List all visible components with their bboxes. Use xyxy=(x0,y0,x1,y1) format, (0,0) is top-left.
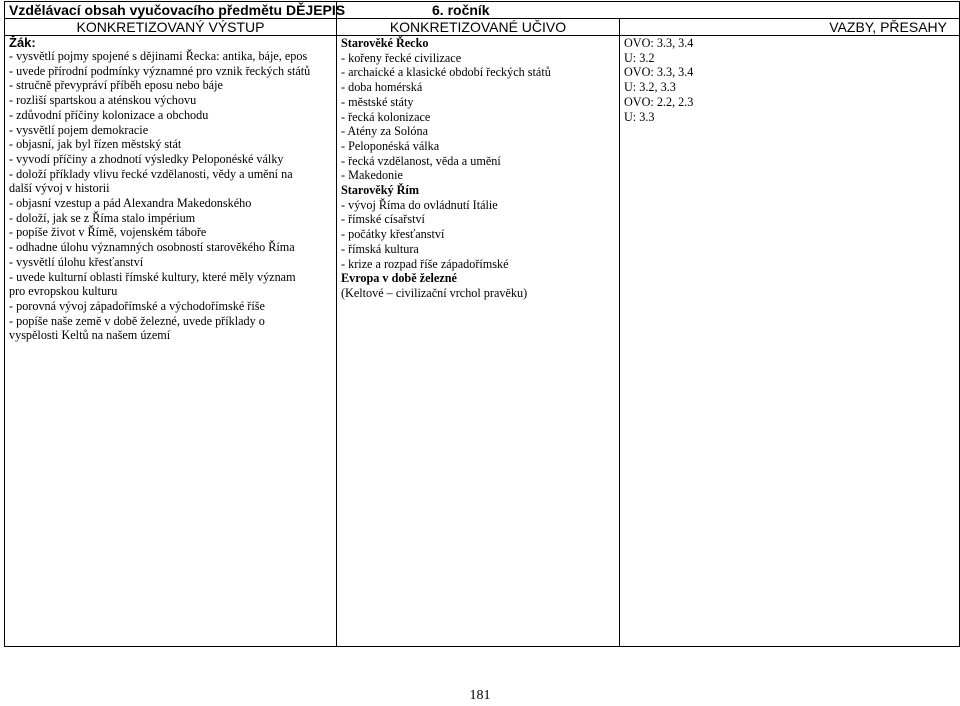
outcome-line: - popíše život v Římě, vojenském táboře xyxy=(9,225,207,240)
outcome-line: - doloží, jak se z Říma stalo impérium xyxy=(9,210,196,225)
outcome-line: - vysvětlí pojmy spojené s dějinami Řecka: antika, báje, epos xyxy=(9,49,308,63)
outcomes-cell xyxy=(5,36,337,647)
outcome-line: vyspělosti Keltů na našem území xyxy=(9,328,171,343)
content-item: - kořeny řecké civilizace xyxy=(341,50,462,65)
link-reference: U: 3.2 xyxy=(624,50,655,65)
column-header-content: KONKRETIZOVANÉ UČIVO xyxy=(337,19,620,36)
link-reference: OVO: 2.2, 2.3 xyxy=(624,94,694,109)
outcome-line: - uvede přírodní podmínky významné pro vznik řeckých států xyxy=(9,63,311,78)
content-item: - římské císařství xyxy=(341,212,425,227)
outcome-line: - stručně převypráví příběh eposu nebo báje xyxy=(9,78,223,93)
link-reference: OVO: 3.3, 3.4 xyxy=(624,36,694,50)
document-title: Vzdělávací obsah vyučovacího předmětu DĚJEPIS xyxy=(5,2,337,19)
content-item: - Peloponéská válka xyxy=(341,138,440,153)
links-cell xyxy=(620,36,960,647)
outcome-line: - vyvodí příčiny a zhodnotí výsledky Peloponéské války xyxy=(9,151,284,166)
content-item: - Makedonie xyxy=(341,168,403,183)
page-number: 181 xyxy=(469,688,491,703)
outcome-line: - objasní, jak byl řízen městský stát xyxy=(9,137,182,152)
link-reference: OVO: 3.3, 3.4 xyxy=(624,65,694,80)
column-header-outcomes: KONKRETIZOVANÝ VÝSTUP xyxy=(5,19,337,36)
link-reference: U: 3.2, 3.3 xyxy=(624,80,676,95)
content-item: - doba homérská xyxy=(341,80,423,95)
outcome-line: - zdůvodní příčiny kolonizace a obchodu xyxy=(9,107,209,122)
links-list xyxy=(624,36,955,124)
content-item: - krize a rozpad říše západořímské xyxy=(341,256,509,271)
content-item: - řecká vzdělanost, věda a umění xyxy=(341,153,501,168)
content-item: - archaické a klasické období řeckých států xyxy=(341,65,551,80)
outcome-line: další vývoj v historii xyxy=(9,181,110,196)
content-item: - počátky křesťanství xyxy=(341,227,445,242)
outcome-line: - vysvětlí úlohu křesťanství xyxy=(9,254,144,269)
content-row xyxy=(5,36,960,647)
content-section-heading: Starověký Řím xyxy=(341,183,419,198)
curriculum-table xyxy=(4,1,960,647)
pupil-heading: Žák: xyxy=(9,35,36,50)
content-section-heading: Starověké Řecko xyxy=(341,36,429,50)
link-reference: U: 3.3 xyxy=(624,109,655,124)
outcome-line: - porovná vývoj západořímské a východořímské říše xyxy=(9,298,265,313)
outcomes-list xyxy=(9,49,332,343)
content-cell xyxy=(337,36,620,647)
outcome-line: - uvede kulturní oblasti římské kultury, které měly význam xyxy=(9,269,296,284)
outcome-line: - doloží příklady vlivu řecké vzdělanosti, vědy a umění na xyxy=(9,166,293,181)
content-list xyxy=(341,36,615,301)
column-header-row xyxy=(5,19,960,36)
content-section-heading: Evropa v době železné xyxy=(341,271,457,286)
outcome-line: - popíše naše země v době železné, uvede příklady o xyxy=(9,313,265,328)
content-item: - městské státy xyxy=(341,94,414,109)
outcome-line: - rozliší spartskou a aténskou výchovu xyxy=(9,93,197,108)
outcome-line: - objasní vzestup a pád Alexandra Makedonského xyxy=(9,196,252,211)
outcome-line: - odhadne úlohu významných osobností starověkého Říma xyxy=(9,240,295,255)
grade-label: 6. ročník xyxy=(337,2,960,19)
column-header-links: VAZBY, PŘESAHY xyxy=(620,19,960,36)
outcome-line: pro evropskou kulturu xyxy=(9,284,118,299)
title-row xyxy=(5,2,960,19)
content-item: - římská kultura xyxy=(341,241,419,256)
content-item: - Atény za Solóna xyxy=(341,124,428,139)
content-item: - řecká kolonizace xyxy=(341,109,431,124)
outcome-line: - vysvětlí pojem demokracie xyxy=(9,122,149,137)
content-item: (Keltové – civilizační vrchol pravěku) xyxy=(341,285,528,300)
content-item: - vývoj Říma do ovládnutí Itálie xyxy=(341,197,498,212)
